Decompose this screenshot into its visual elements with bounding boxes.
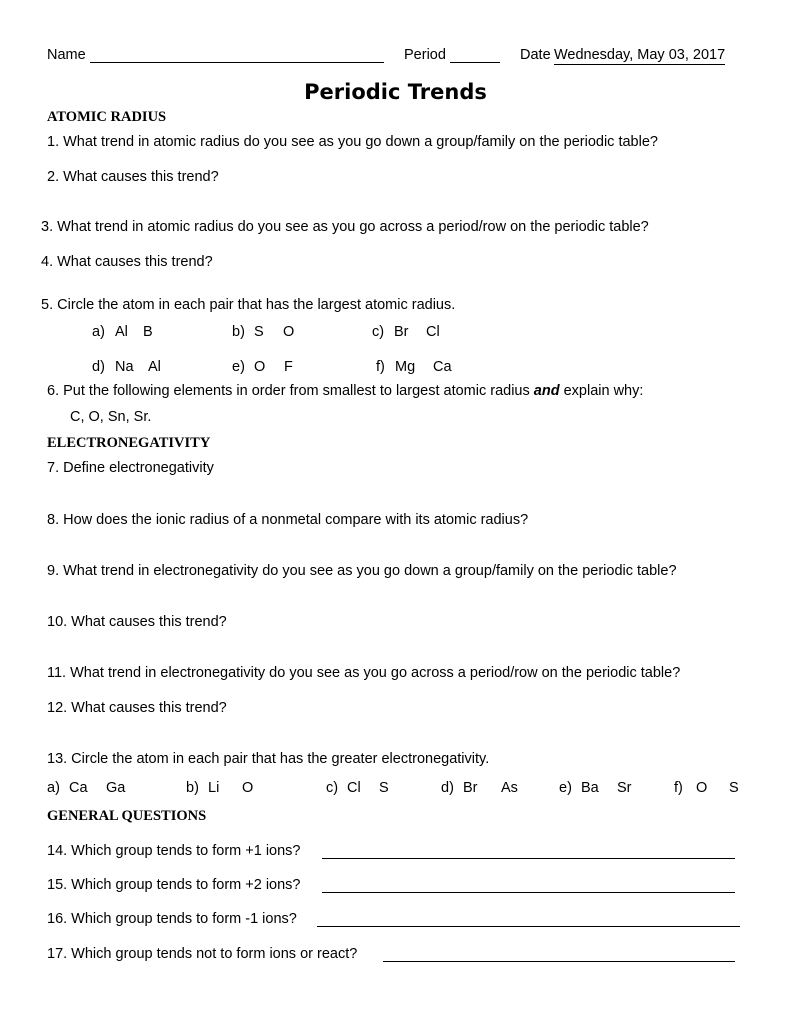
question-8: 8. How does the ionic radius of a nonmetal compare with its atomic radius? [47,512,529,528]
answer-15-field[interactable] [322,877,735,893]
answer-16-field[interactable] [317,911,740,927]
q13-atom-d1[interactable]: Br [463,780,478,796]
question-6-elements: C, O, Sn, Sr. [70,409,152,425]
q5-letter-a: a) [92,324,105,340]
question-16: 16. Which group tends to form -1 ions? [47,911,297,927]
question-1: 1. What trend in atomic radius do you see as you go down a group/family on the periodic table? [47,134,658,150]
question-2: 2. What causes this trend? [47,169,219,185]
question-5: 5. Circle the atom in each pair that has the largest atomic radius. [41,297,456,313]
q5-pairs-row-1 [0,324,791,340]
q5-atom-d2[interactable]: Al [148,359,161,375]
section-electronegativity: ELECTRONEGATIVITY [47,435,211,451]
q13-letter-f: f) [674,780,683,796]
question-17: 17. Which group tends not to form ions or react? [47,946,358,962]
q13-atom-f1[interactable]: O [696,780,708,796]
q5-atom-b1[interactable]: S [254,324,264,340]
q13-letter-c: c) [326,780,339,796]
q5-atom-a2[interactable]: B [143,324,153,340]
section-atomic-radius: ATOMIC RADIUS [47,109,167,125]
q13-atom-a1[interactable]: Ca [69,780,88,796]
q5-letter-f: f) [376,359,385,375]
q13-atom-c2[interactable]: S [379,780,389,796]
q13-letter-a: a) [47,780,60,796]
name-field[interactable] [90,47,384,63]
q5-atom-d1[interactable]: Na [115,359,134,375]
q13-atom-c1[interactable]: Cl [347,780,361,796]
q5-pairs-row-2 [0,359,791,375]
period-field[interactable] [450,47,500,63]
section-general-questions: GENERAL QUESTIONS [47,808,207,824]
q13-atom-d2[interactable]: As [501,780,518,796]
q5-atom-c1[interactable]: Br [394,324,409,340]
period-label: Period [404,47,446,63]
answer-14-field[interactable] [322,843,735,859]
q5-atom-e2[interactable]: F [284,359,293,375]
q5-letter-c: c) [372,324,385,340]
date-label: Date [520,47,551,63]
q5-atom-f1[interactable]: Mg [395,359,416,375]
question-7: 7. Define electronegativity [47,460,214,476]
q5-atom-b2[interactable]: O [283,324,295,340]
q5-atom-c2[interactable]: Cl [426,324,440,340]
q13-atom-b1[interactable]: Li [208,780,220,796]
q13-atom-f2[interactable]: S [729,780,739,796]
question-12: 12. What causes this trend? [47,700,227,716]
q13-letter-d: d) [441,780,454,796]
q13-atom-e1[interactable]: Ba [581,780,599,796]
question-14: 14. Which group tends to form +1 ions? [47,843,301,859]
q13-letter-b: b) [186,780,199,796]
question-4: 4. What causes this trend? [41,254,213,270]
question-13: 13. Circle the atom in each pair that has the greater electronegativity. [47,751,490,767]
q13-atom-a2[interactable]: Ga [106,780,126,796]
question-6-text: 6. Put the following elements in order from smallest to largest atomic radius [47,383,534,399]
q5-atom-a1[interactable]: Al [115,324,128,340]
q13-pairs-row [0,780,791,796]
question-9: 9. What trend in electronegativity do you see as you go down a group/family on the periodic table? [47,563,677,579]
q5-letter-b: b) [232,324,245,340]
q13-letter-e: e) [559,780,572,796]
question-6-tail: explain why: [559,383,644,399]
q5-atom-f2[interactable]: Ca [433,359,452,375]
question-11: 11. What trend in electronegativity do you see as you go across a period/row on the periodic table? [47,665,681,681]
q13-atom-e2[interactable]: Sr [617,780,632,796]
q5-atom-e1[interactable]: O [254,359,266,375]
question-3: 3. What trend in atomic radius do you see as you go across a period/row on the periodic table? [41,219,649,235]
answer-17-field[interactable] [383,946,735,962]
q5-letter-d: d) [92,359,105,375]
question-6 [47,384,643,399]
name-label: Name [47,47,86,63]
date-value: Wednesday, May 03, 2017 [554,47,726,63]
question-15: 15. Which group tends to form +2 ions? [47,877,301,893]
question-10: 10. What causes this trend? [47,614,227,630]
q5-letter-e: e) [232,359,245,375]
page-title: Periodic Trends [304,80,487,104]
question-6-emphasis: and [533,383,560,399]
q13-atom-b2[interactable]: O [242,780,254,796]
